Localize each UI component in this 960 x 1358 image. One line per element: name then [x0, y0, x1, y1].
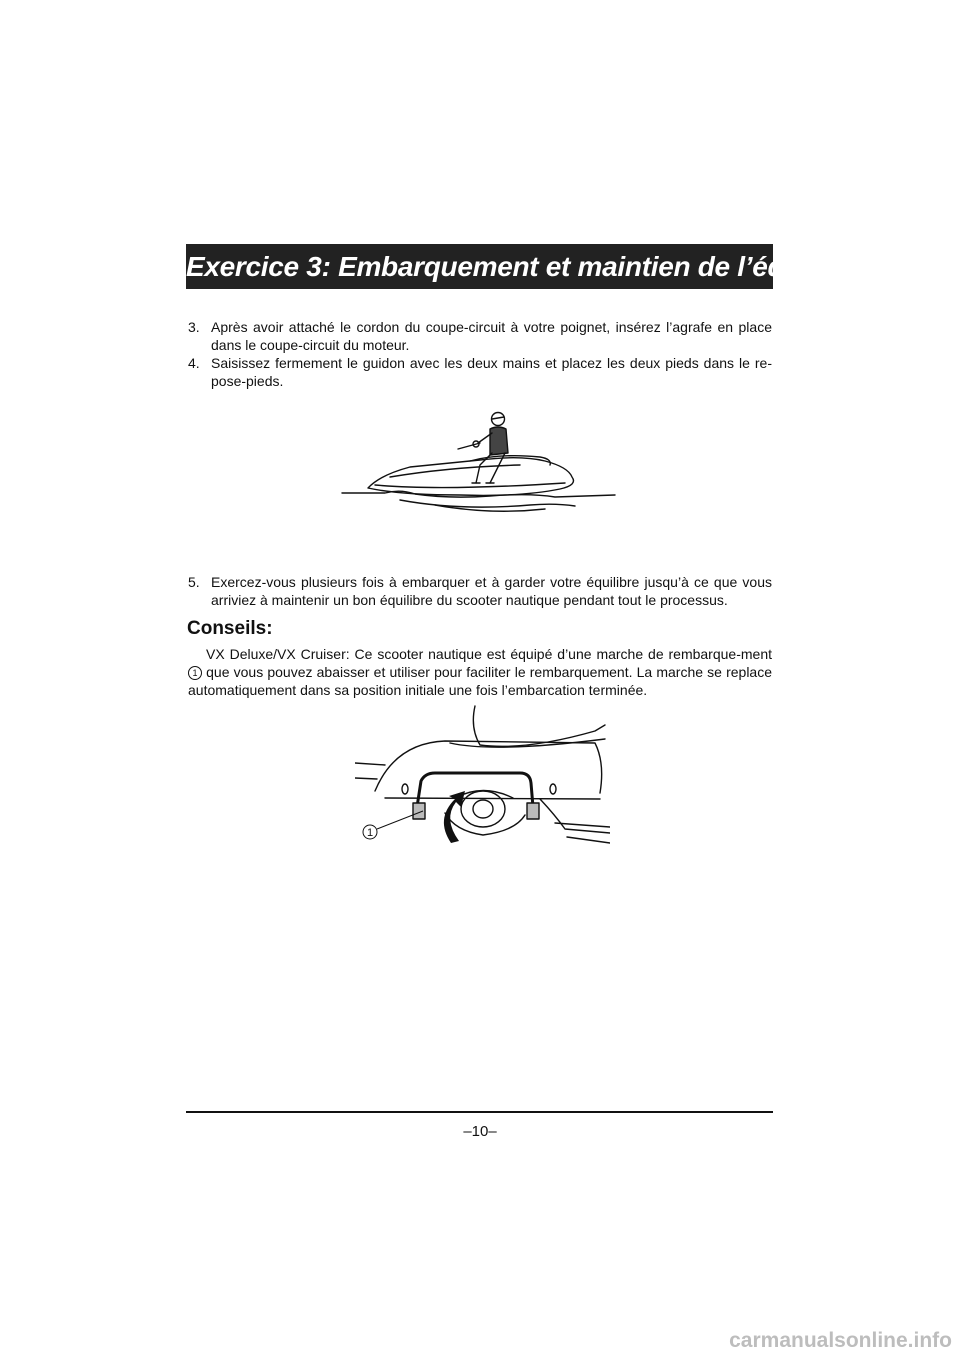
step-text: Exercez-vous plusieurs fois à embarquer et à garder votre équilibre jusqu’à ce que vous arriviez à maintenir un bon équilibre du scooter nautique pendant tout le processus.	[211, 574, 772, 608]
step-text: Après avoir attaché le cordon du coupe-circuit à votre poignet, insérez l’agrafe en place dans le coupe-circuit du moteur.	[211, 319, 772, 353]
instruction-step-4	[188, 354, 772, 390]
reboarding-step-illustration	[355, 703, 610, 848]
tips-text-after: que vous pouvez abaisser et utiliser pour faciliter le rembarquement. La marche se replace automatiquement dans sa position initiale une fois l’embarcation terminée.	[188, 664, 772, 698]
rider-on-watercraft-illustration	[340, 405, 620, 515]
step-number: 5.	[188, 574, 200, 590]
callout-marker: 1	[188, 666, 202, 680]
step-text: Saisissez fermement le guidon avec les deux mains et placez les deux pieds dans le re-pose-pieds.	[211, 355, 772, 389]
tips-text-before: VX Deluxe/VX Cruiser: Ce scooter nautique est équipé d’une marche de rembarque-ment	[206, 646, 772, 662]
step-number: 3.	[188, 319, 200, 335]
tips-paragraph	[188, 645, 772, 699]
step-number: 4.	[188, 355, 200, 371]
tips-heading: Conseils:	[187, 618, 273, 639]
figure-callout-label: 1	[366, 827, 374, 839]
footer-rule	[186, 1111, 773, 1113]
instruction-step-5	[188, 573, 772, 609]
section-header-bar	[186, 244, 867, 289]
watermark: carmanualsonline.info	[729, 1329, 952, 1352]
section-title: Exercice 3: Embarquement et maintien de l’équilibre	[186, 251, 867, 282]
instruction-step-3	[188, 318, 772, 354]
page-number: –10–	[463, 1123, 497, 1140]
